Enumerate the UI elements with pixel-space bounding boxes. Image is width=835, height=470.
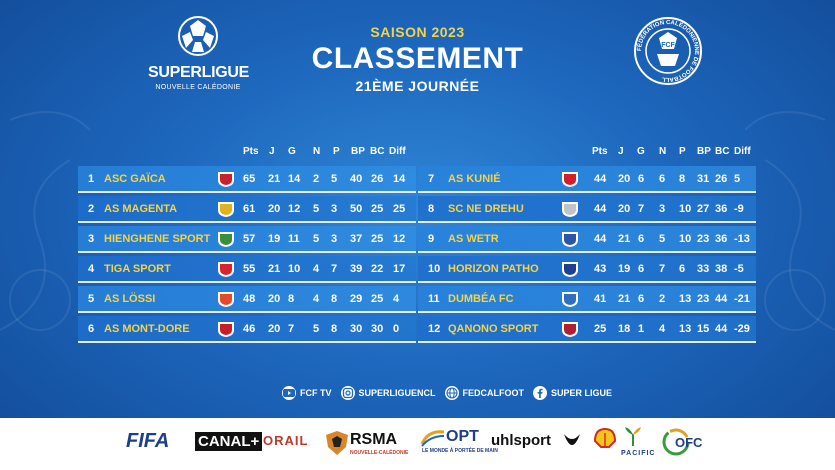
g-cell: 6 <box>638 173 645 185</box>
social-website-label: FEDCALFOOT <box>462 388 525 398</box>
n-cell: 3 <box>659 203 666 215</box>
g-cell: 1 <box>638 323 645 335</box>
j-cell: 21 <box>268 263 281 275</box>
j-cell: 19 <box>268 233 281 245</box>
pts-cell: 46 <box>243 323 256 335</box>
bc-cell: 36 <box>715 233 728 245</box>
diff-cell: 14 <box>393 173 406 185</box>
social-instagram[interactable] <box>341 386 436 400</box>
n-cell: 5 <box>313 203 320 215</box>
pts-cell: 44 <box>594 173 607 185</box>
p-cell: 3 <box>331 233 338 245</box>
row-divider <box>78 341 416 343</box>
facebook-icon <box>533 386 547 400</box>
row-divider <box>78 311 416 313</box>
bc-cell: 25 <box>371 233 384 245</box>
row-divider <box>418 221 756 223</box>
j-cell: 18 <box>618 323 631 335</box>
p-cell: 13 <box>679 323 692 335</box>
j-cell: 20 <box>268 323 281 335</box>
pts-cell: 25 <box>594 323 607 335</box>
sponsor-uhlsport: uhlsport <box>491 432 551 449</box>
col-bp: BP <box>697 146 711 157</box>
g-cell: 11 <box>288 233 300 245</box>
pts-cell: 61 <box>243 203 256 215</box>
football-icon <box>176 14 220 58</box>
fcf-initials: FCF <box>661 42 675 49</box>
table-row <box>78 164 416 194</box>
pts-cell: 44 <box>594 203 607 215</box>
bc-cell: 22 <box>371 263 384 275</box>
table-row <box>78 254 416 284</box>
j-cell: 20 <box>618 173 631 185</box>
col-diff: Diff <box>389 146 406 157</box>
g-cell: 8 <box>288 293 295 305</box>
table-row <box>418 194 756 224</box>
sponsor-orail: ORAIL <box>263 433 309 448</box>
table-row <box>418 224 756 254</box>
g-cell: 6 <box>638 233 645 245</box>
bc-cell: 36 <box>715 203 728 215</box>
col-bp: BP <box>351 146 365 157</box>
p-cell: 7 <box>331 263 338 275</box>
n-cell: 2 <box>313 173 320 185</box>
col-j: J <box>618 146 624 157</box>
rank-cell: 9 <box>428 233 435 245</box>
team-crest-icon <box>216 200 236 218</box>
sponsor-rsma-sub: NOUVELLE-CALÉDONIE <box>350 450 409 456</box>
g-cell: 10 <box>288 263 301 275</box>
diff-cell: -21 <box>734 293 750 305</box>
p-cell: 3 <box>331 203 338 215</box>
bp-cell: 23 <box>697 233 710 245</box>
social-youtube[interactable] <box>282 386 332 400</box>
bc-cell: 30 <box>371 323 384 335</box>
n-cell: 5 <box>313 323 320 335</box>
row-divider <box>418 311 756 313</box>
diff-cell: -9 <box>734 203 744 215</box>
fcf-logo <box>633 16 703 86</box>
team-name: QANONO SPORT <box>448 323 539 335</box>
team-crest-icon <box>216 170 236 188</box>
g-cell: 14 <box>288 173 301 185</box>
team-name: ASC GAÏCA <box>104 173 166 185</box>
bc-cell: 38 <box>715 263 728 275</box>
team-crest-icon <box>560 320 580 338</box>
diff-cell: -13 <box>734 233 750 245</box>
n-cell: 6 <box>659 173 666 185</box>
sponsor-pacific: PACIFIC <box>621 450 656 457</box>
pts-cell: 44 <box>594 233 607 245</box>
sponsor-fifa: FIFA <box>126 430 170 452</box>
n-cell: 7 <box>659 263 666 275</box>
bc-cell: 26 <box>715 173 728 185</box>
table-row <box>78 194 416 224</box>
bp-cell: 27 <box>697 203 710 215</box>
j-cell: 19 <box>618 263 631 275</box>
team-name: TIGA SPORT <box>104 263 171 275</box>
n-cell: 5 <box>313 233 320 245</box>
bp-cell: 33 <box>697 263 710 275</box>
social-instagram-label: SUPERLIGUENCL <box>358 388 436 398</box>
table-header-left <box>78 142 416 164</box>
bp-cell: 23 <box>697 293 710 305</box>
sponsor-opt-sub: LE MONDE À PORTÉE DE MAIN <box>422 448 498 454</box>
sponsor-rsma: RSMA <box>350 431 398 448</box>
table-row <box>418 164 756 194</box>
diff-cell: 12 <box>393 233 406 245</box>
shell-icon <box>593 427 617 456</box>
team-name: HIENGHENE SPORT <box>104 233 211 245</box>
sponsor-bar <box>0 418 835 470</box>
pts-cell: 55 <box>243 263 256 275</box>
page-title: CLASSEMENT <box>311 42 524 75</box>
n-cell: 4 <box>313 293 320 305</box>
diff-cell: 5 <box>734 173 741 185</box>
col-bc: BC <box>715 146 730 157</box>
team-crest-icon <box>560 230 580 248</box>
bp-cell: 15 <box>697 323 710 335</box>
pts-cell: 57 <box>243 233 256 245</box>
row-divider <box>78 251 416 253</box>
team-crest-icon <box>216 260 236 278</box>
team-name: AS MAGENTA <box>104 203 178 215</box>
team-crest-icon <box>216 320 236 338</box>
n-cell: 5 <box>659 233 666 245</box>
col-g: G <box>637 146 645 157</box>
diff-cell: -5 <box>734 263 744 275</box>
pts-cell: 48 <box>243 293 256 305</box>
superligue-name: SUPERLIGUE <box>148 64 250 81</box>
rank-cell: 8 <box>428 203 435 215</box>
bp-cell: 30 <box>350 323 363 335</box>
matchday-label: 21ÈME JOURNÉE <box>355 78 480 94</box>
g-cell: 7 <box>638 203 645 215</box>
team-crest-icon <box>560 290 580 308</box>
table-row <box>418 254 756 284</box>
bp-cell: 31 <box>697 173 710 185</box>
bp-cell: 40 <box>350 173 363 185</box>
table-row <box>78 284 416 314</box>
team-name: SC NE DREHU <box>448 203 524 215</box>
rank-cell: 1 <box>88 173 95 185</box>
table-row <box>418 284 756 314</box>
bp-cell: 37 <box>350 233 363 245</box>
rank-cell: 6 <box>88 323 95 335</box>
diff-cell: 17 <box>393 263 406 275</box>
header <box>0 0 835 120</box>
col-j: J <box>269 146 275 157</box>
p-cell: 8 <box>331 293 338 305</box>
team-name: AS MONT-DORE <box>104 323 190 335</box>
n-cell: 4 <box>313 263 320 275</box>
uhlsport-mark-icon <box>562 430 582 457</box>
bc-cell: 44 <box>715 293 728 305</box>
team-crest-icon <box>560 170 580 188</box>
team-name: DUMBÉA FC <box>448 293 514 305</box>
social-youtube-label: FCF TV <box>300 388 332 398</box>
p-cell: 10 <box>679 203 692 215</box>
n-cell: 2 <box>659 293 666 305</box>
bp-cell: 29 <box>350 293 363 305</box>
standings-table-right <box>418 142 756 344</box>
rank-cell: 10 <box>428 263 441 275</box>
row-divider <box>418 191 756 193</box>
team-name: AS WETR <box>448 233 499 245</box>
social-facebook[interactable] <box>533 386 612 400</box>
diff-cell: -29 <box>734 323 750 335</box>
team-name: AS KUNIÉ <box>448 173 501 185</box>
team-name: HORIZON PATHO <box>448 263 539 275</box>
social-links <box>282 384 621 402</box>
g-cell: 6 <box>638 263 645 275</box>
row-divider <box>418 251 756 253</box>
row-divider <box>78 221 416 223</box>
pts-cell: 41 <box>594 293 607 305</box>
p-cell: 10 <box>679 233 692 245</box>
col-bc: BC <box>370 146 385 157</box>
g-cell: 7 <box>288 323 295 335</box>
col-n: N <box>659 146 667 157</box>
rank-cell: 4 <box>88 263 95 275</box>
j-cell: 21 <box>268 173 281 185</box>
instagram-icon <box>341 386 355 400</box>
table-row <box>78 224 416 254</box>
j-cell: 20 <box>618 203 631 215</box>
bc-cell: 25 <box>371 293 384 305</box>
pts-cell: 65 <box>243 173 256 185</box>
bp-cell: 39 <box>350 263 363 275</box>
col-pts: Pts <box>243 146 259 157</box>
g-cell: 6 <box>638 293 645 305</box>
youtube-icon <box>282 386 296 400</box>
social-facebook-label: SUPER LIGUE <box>551 388 613 398</box>
sponsor-opt: OPT <box>446 428 479 445</box>
bc-cell: 25 <box>371 203 384 215</box>
superligue-logo <box>148 12 248 92</box>
table-row <box>78 314 416 344</box>
row-divider <box>78 191 416 193</box>
row-divider <box>418 341 756 343</box>
rsma-emblem-icon <box>325 430 349 461</box>
team-crest-icon <box>216 290 236 308</box>
j-cell: 20 <box>268 203 281 215</box>
sponsor-canal: CANAL+ <box>195 432 262 451</box>
p-cell: 13 <box>679 293 692 305</box>
p-cell: 6 <box>679 263 686 275</box>
col-g: G <box>288 146 296 157</box>
n-cell: 4 <box>659 323 666 335</box>
diff-cell: 0 <box>393 323 400 335</box>
j-cell: 21 <box>618 293 631 305</box>
standings-table-left <box>78 142 416 344</box>
superligue-sub: NOUVELLE CALÉDONIE <box>155 84 241 91</box>
rank-cell: 7 <box>428 173 435 185</box>
bc-cell: 44 <box>715 323 728 335</box>
diff-cell: 4 <box>393 293 400 305</box>
p-cell: 8 <box>331 323 338 335</box>
g-cell: 12 <box>288 203 301 215</box>
table-row <box>418 314 756 344</box>
col-pts: Pts <box>592 146 608 157</box>
pts-cell: 43 <box>594 263 607 275</box>
j-cell: 20 <box>268 293 281 305</box>
rank-cell: 12 <box>428 323 441 335</box>
team-crest-icon <box>560 260 580 278</box>
team-crest-icon <box>560 200 580 218</box>
fcf-ring-text: FÉDÉRATION CALÉDONIENNE DE FOOTBALL <box>636 19 700 83</box>
row-divider <box>418 281 756 283</box>
col-diff: Diff <box>734 146 751 157</box>
social-website[interactable] <box>445 386 525 400</box>
team-crest-icon <box>216 230 236 248</box>
bp-cell: 50 <box>350 203 363 215</box>
col-p: P <box>679 146 686 157</box>
p-cell: 8 <box>679 173 686 185</box>
team-name: AS LÖSSI <box>104 293 156 305</box>
col-n: N <box>313 146 321 157</box>
rank-cell: 3 <box>88 233 95 245</box>
j-cell: 21 <box>618 233 631 245</box>
rank-cell: 2 <box>88 203 95 215</box>
season-label: SAISON 2023 <box>370 24 465 40</box>
rank-cell: 11 <box>428 293 440 305</box>
row-divider <box>78 281 416 283</box>
col-p: P <box>333 146 340 157</box>
sponsor-ofc: OFC <box>675 435 703 450</box>
pacific-leaf-icon <box>622 426 644 453</box>
diff-cell: 25 <box>393 203 406 215</box>
p-cell: 5 <box>331 173 338 185</box>
table-header-right <box>418 142 756 164</box>
bc-cell: 26 <box>371 173 384 185</box>
globe-icon <box>445 386 459 400</box>
rank-cell: 5 <box>88 293 95 305</box>
